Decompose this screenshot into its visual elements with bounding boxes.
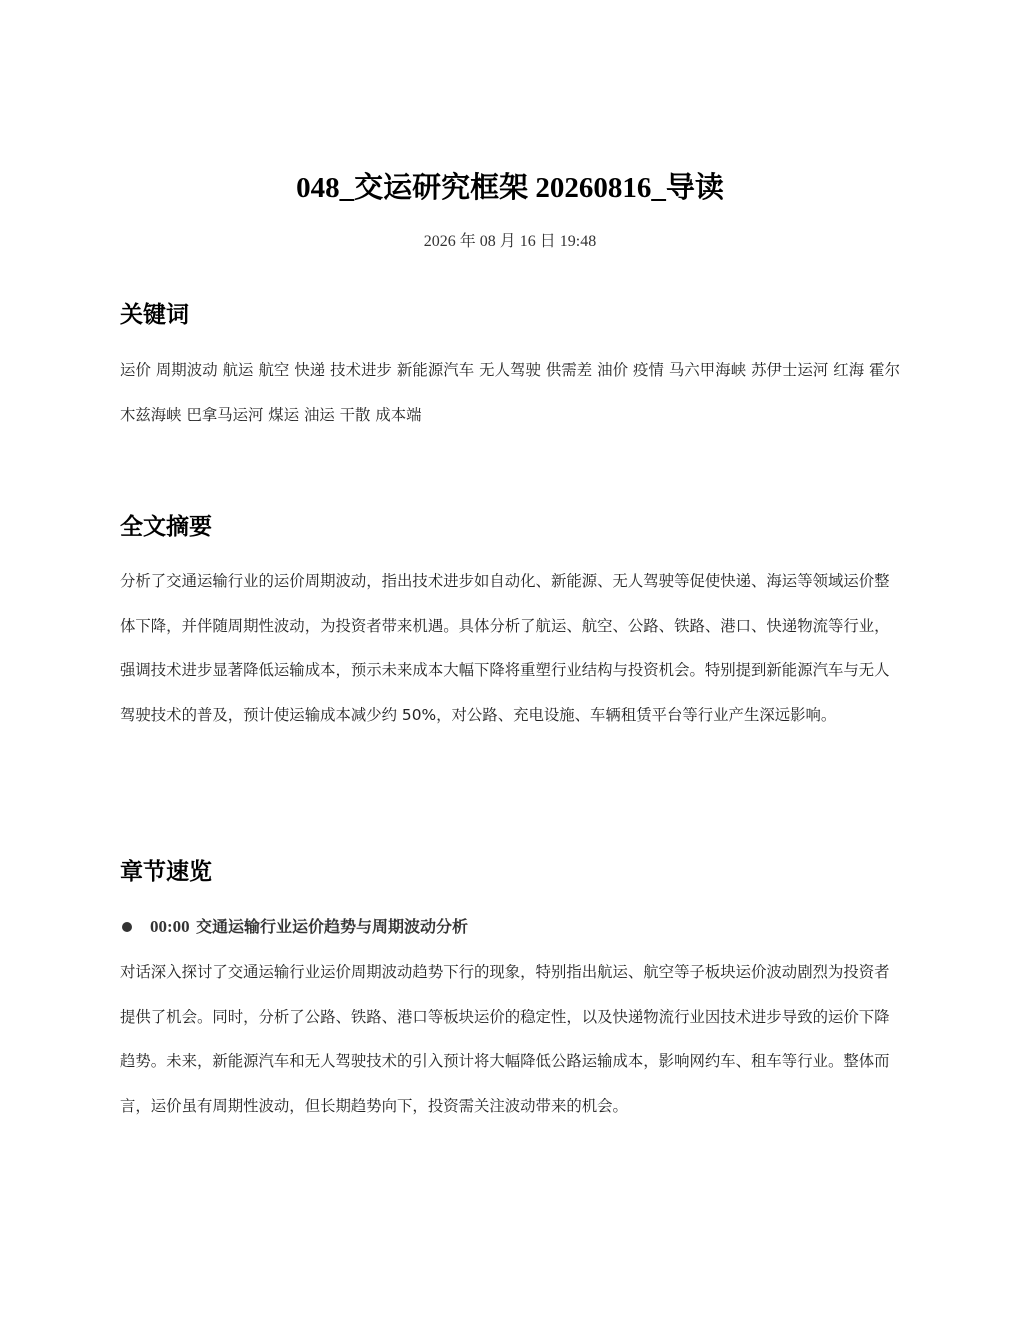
chapter-title: 交通运输行业运价趋势与周期波动分析 (196, 917, 469, 936)
keywords-heading: 关键词 (120, 302, 189, 328)
chapters-heading: 章节速览 (120, 859, 212, 885)
bullet-icon (122, 922, 132, 932)
document-title: 048_交运研究框架 20260816_导读 (296, 172, 724, 205)
keywords-list: 运价 周期波动 航运 航空 快递 技术进步 新能源汽车 无人驾驶 供需差 油价 疫情 马六甲海峡 苏伊士运河 红海 霍尔木兹海峡 巴拿马运河 煤运 油运 干散 成本端 (120, 361, 900, 424)
chapter-timestamp: 00:00 (150, 917, 190, 936)
chapter-item (120, 914, 900, 940)
document-date: 2026 年 08 月 16 日 19:48 (423, 233, 597, 250)
summary-heading: 全文摘要 (120, 514, 212, 540)
summary-text: 分析了交通运输行业的运价周期波动，指出技术进步如自动化、新能源、无人驾驶等促使快递、海运等领域运价整体下降，并伴随周期性波动，为投资者带来机遇。具体分析了航运、航空、公路、铁路、港口、快递物流等行业，强调技术进步显著降低运输成本，预示未来成本大幅下降将重塑行业结构与投资机会。特别提到新能源汽车与无人驾驶技术的普及，预计使运输成本减少约 50%，对公路、充电设施、车辆租赁平台等行业产生深远影响。 (120, 572, 890, 724)
chapter-text: 对话深入探讨了交通运输行业运价周期波动趋势下行的现象，特别指出航运、航空等子板块运价波动剧烈为投资者提供了机会。同时，分析了公路、铁路、港口等板块运价的稳定性，以及快递物流行业因技术进步导致的运价下降趋势。未来，新能源汽车和无人驾驶技术的引入预计将大幅降低公路运输成本，影响网约车、租车等行业。整体而言，运价虽有周期性波动，但长期趋势向下，投资需关注波动带来的机会。 (120, 963, 890, 1115)
